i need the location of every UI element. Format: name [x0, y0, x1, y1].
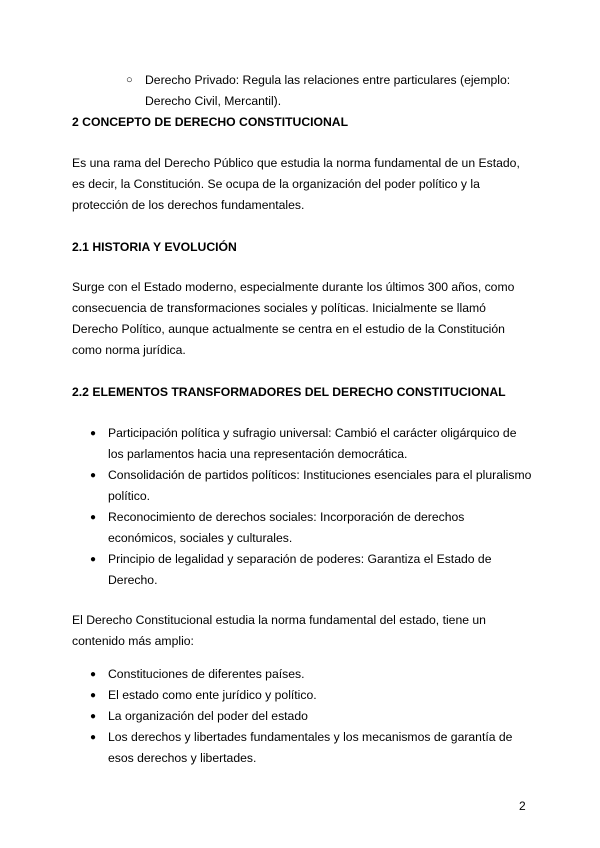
bullet-icon: ●	[90, 512, 97, 523]
list-item	[72, 727, 532, 769]
bullet-icon: ●	[90, 470, 97, 481]
elements-list	[72, 423, 532, 591]
list-item-text: Principio de legalidad y separación de poderes: Garantiza el Estado de Derecho.	[108, 552, 492, 587]
list-item-text: Participación política y sufragio universal: Cambió el carácter oligárquico de los parlamentos hacia una representación democrática.	[108, 426, 517, 461]
list-item	[72, 423, 532, 465]
page-number: 2	[519, 799, 526, 813]
bullet-icon: ●	[90, 711, 97, 722]
section-heading-concepto: 2 CONCEPTO DE DERECHO CONSTITUCIONAL	[72, 115, 349, 129]
list-item-text: El estado como ente jurídico y político.	[108, 688, 317, 702]
list-item-text: Constituciones de diferentes países.	[108, 667, 305, 681]
list-item-text: Reconocimiento de derechos sociales: Incorporación de derechos económicos, sociales y culturales.	[108, 510, 465, 545]
sub-bullet-text: Derecho Privado: Regula las relaciones entre particulares (ejemplo: Derecho Civil, Mercantil).	[145, 73, 511, 108]
section-heading-elementos: 2.2 ELEMENTOS TRANSFORMADORES DEL DERECHO CONSTITUCIONAL	[72, 385, 506, 399]
bullet-icon: ●	[90, 554, 97, 565]
list-item-text: Consolidación de partidos políticos: Instituciones esenciales para el pluralismo político.	[108, 468, 532, 503]
scope-list	[72, 664, 532, 769]
list-item	[72, 706, 532, 727]
paragraph-contenido: El Derecho Constitucional estudia la norma fundamental del estado, tiene un contenido más amplio:	[72, 613, 486, 648]
hollow-circle-bullet-icon: ○	[126, 74, 133, 86]
list-item-text: La organización del poder del estado	[108, 709, 308, 723]
bullet-icon: ●	[90, 690, 97, 701]
list-item-text: Los derechos y libertades fundamentales y los mecanismos de garantía de esos derechos y libertades.	[108, 730, 513, 765]
list-item	[72, 685, 532, 706]
sub-bullet-item	[126, 70, 546, 112]
list-item	[72, 664, 532, 685]
list-item	[72, 507, 532, 549]
bullet-icon: ●	[90, 669, 97, 680]
paragraph-historia: Surge con el Estado moderno, especialmente durante los últimos 300 años, como consecuencia de transformaciones sociales y políticas. Inicialmente se llamó Derecho Político, aunque actualmente se centra en el estudio de la Constitución como norma jurídica.	[72, 280, 515, 357]
list-item	[72, 465, 532, 507]
bullet-icon: ●	[90, 428, 97, 439]
bullet-icon: ●	[90, 732, 97, 743]
paragraph-concepto: Es una rama del Derecho Público que estudia la norma fundamental de un Estado, es decir, la Constitución. Se ocupa de la organización del poder político y la protección de los derechos fundamentales.	[72, 156, 520, 212]
section-heading-historia: 2.1 HISTORIA Y EVOLUCIÓN	[72, 240, 237, 254]
list-item	[72, 549, 532, 591]
